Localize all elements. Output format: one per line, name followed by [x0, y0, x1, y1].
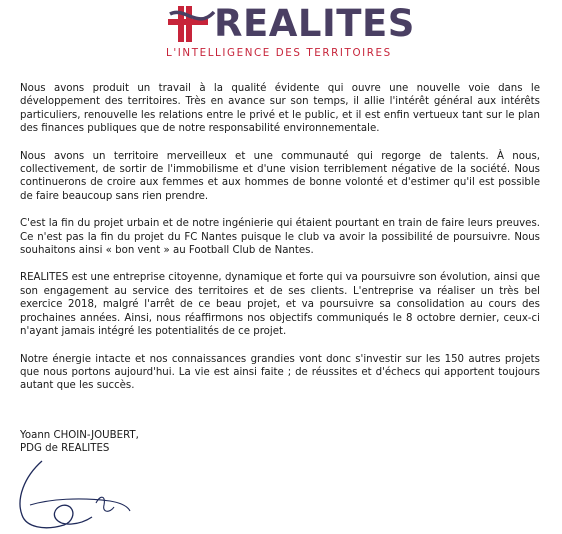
letterhead [0, 0, 562, 70]
handwritten-signature-icon [10, 455, 150, 534]
brand-wordmark: REALITES [214, 2, 415, 45]
letter-body [20, 82, 540, 407]
paragraph: Nous avons produit un travail à la qualité évidente qui ouvre une nouvelle voie dans le développement des territoires. Très en avance sur son temps, il allie l'intérêt général aux intérêts particuliers, renouvelle les relations entre le privé et le public, et il est enfin vertueux tant sur le plan des finances publiques que de notre responsabilité environnementale. [20, 83, 540, 135]
paragraph: REALITES est une entreprise citoyenne, dynamique et forte qui va poursuivre son évolution, ainsi que son engagement au service des territoires et de ses clients. L'entreprise va réaliser un très bel exercice 2018, malgré l'arrêt de ce beau projet, et va poursuivre sa consolidation au cours des prochaines années. Ainsi, nous réaffirmons nos objectifs communiqués le 8 octobre dernier, ceux-ci n'ayant jamais intégré les potentialités de ce projet. [20, 272, 540, 338]
realites-cross-logo-icon [166, 4, 218, 44]
paragraph: C'est la fin du projet urbain et de notre ingénierie qui étaient pourtant en train de faire leurs preuves. Ce n'est pas la fin du projet du FC Nantes puisque le club va avoir la possibilité de poursuivre. Nous souhaitons ainsi « bon vent » au Football Club de Nantes. [20, 218, 540, 257]
signature-block [20, 429, 139, 456]
signatory-name: Yoann CHOIN-JOUBERT, [20, 430, 139, 441]
signatory-title: PDG de REALITES [20, 443, 110, 455]
brand-tagline: L'INTELLIGENCE DES TERRITOIRES [166, 47, 392, 59]
paragraph: Nous avons un territoire merveilleux et une communauté qui regorge de talents. À nous, collectivement, de sortir de l'immobilisme et d'une vision terriblement négative de la société. Nous continuerons de croire aux femmes et aux hommes de bonne volonté et d'estimer qu'il est possible de faire beaucoup sans rien prendre. [20, 150, 540, 202]
paragraph: Notre énergie intacte et nos connaissances grandies vont donc s'investir sur les 150 autres projets que nous portons aujourd'hui. La vie est ainsi faite ; de réussites et d'échecs qui apportent toujours autant que les succès. [20, 353, 540, 392]
